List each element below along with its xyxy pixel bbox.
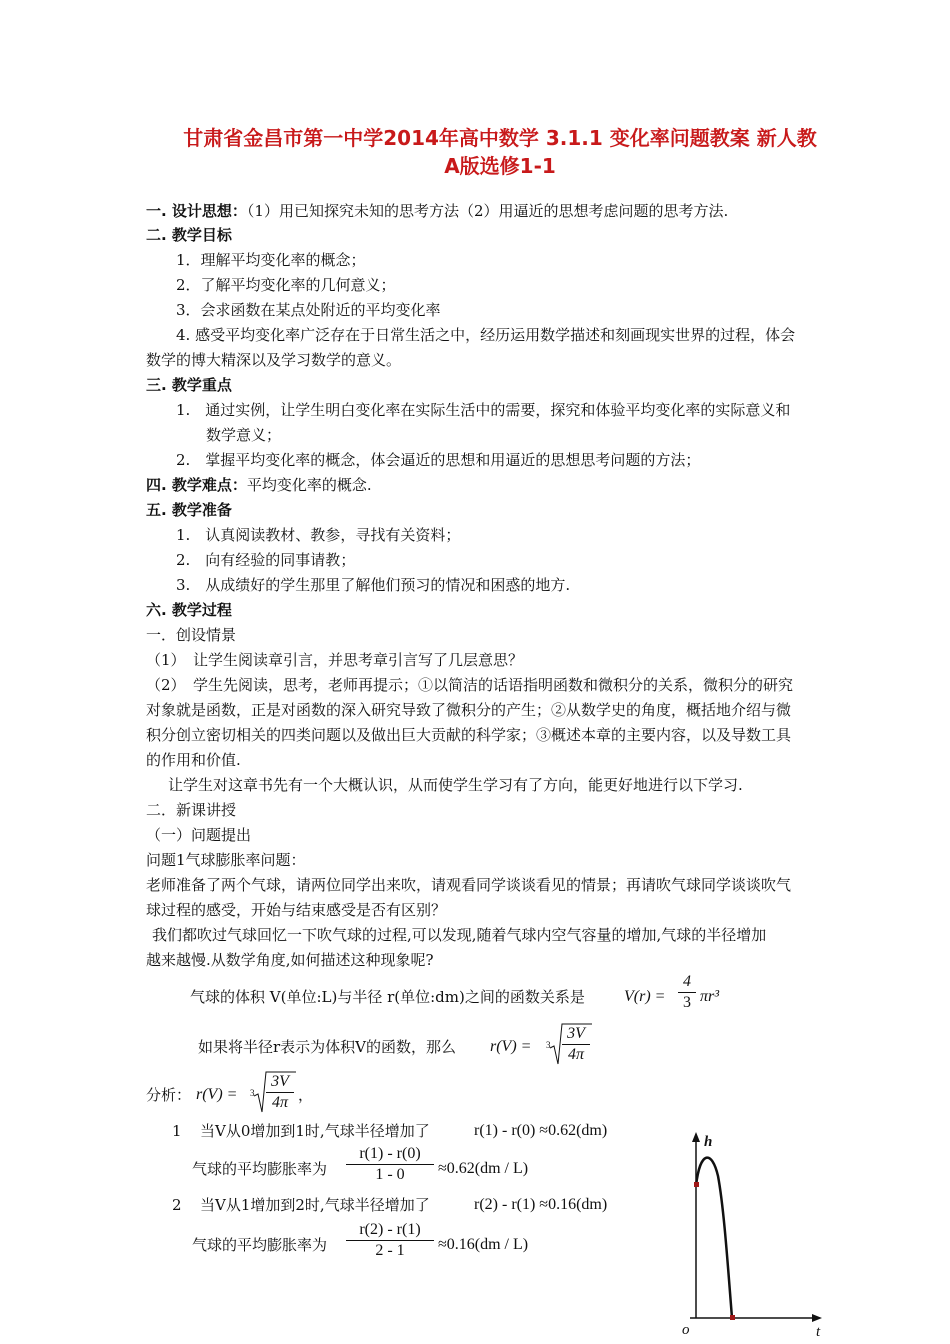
analysis-root-den: 4π — [271, 1094, 288, 1111]
rate1-value: ≈0.62(dm / L) — [438, 1160, 529, 1177]
step2-number: 2 — [172, 1196, 182, 1214]
section-design-text: （1）用已知探究未知的思考方法（2）用逼近的思想考虑问题的思考方法. — [246, 202, 729, 220]
root-index: 3 — [250, 1088, 255, 1098]
process-line: 积分创立密切相关的四类问题以及做出巨大贡献的科学家；③概述本章的主要内容，以及导数工具 — [146, 726, 792, 744]
section-difficulty-label: 四. 教学难点： — [146, 476, 247, 494]
process-line: （一）问题提出 — [146, 826, 252, 844]
process-line: （2） 学生先阅读，思考，老师再提示；①以简洁的话语指明函数和微积分的关系，微积分的研究 — [146, 676, 794, 694]
radius-formula-text: 如果将半径r表示为体积V的函数，那么 — [198, 1038, 457, 1056]
start-point-marker — [694, 1182, 699, 1187]
analysis-cube-root — [250, 1070, 296, 1116]
process-line: 的作用和价值. — [146, 751, 241, 769]
volume-fraction-num: 4 — [678, 972, 696, 993]
section-process-heading: 六. 教学过程 — [146, 601, 232, 619]
section-design-label: 一. 设计思想： — [146, 202, 247, 220]
radius-formula-lhs: r(V) = — [490, 1038, 532, 1055]
goal-item: 3．会求函数在某点处附近的平均变化率 — [176, 301, 441, 319]
prep-item: 2. 向有经验的同事请教； — [176, 551, 356, 569]
rate2-denominator: 2 - 1 — [375, 1242, 405, 1259]
analysis-label: 分析： — [146, 1086, 192, 1104]
volume-fraction — [678, 972, 696, 1013]
process-line: 一．创设情景 — [146, 626, 237, 644]
root-fraction-num: 3V — [562, 1024, 590, 1045]
rate1-numerator: r(1) - r(0) — [346, 1144, 434, 1165]
radius-cube-root — [546, 1022, 592, 1068]
origin-label: o — [682, 1322, 690, 1338]
goal-item: 2．了解平均变化率的几何意义； — [176, 276, 396, 294]
step1-text: 当V从0增加到1时,气球半径增加了 — [200, 1122, 430, 1140]
goal-item: 4. 感受平均变化率广泛存在于日常生活之中，经历运用数学描述和刻画现实世界的过程，体会 — [176, 326, 796, 344]
rate2-numerator: r(2) - r(1) — [346, 1220, 434, 1241]
analysis-tail: ， — [298, 1086, 314, 1104]
rate1-fraction — [346, 1144, 434, 1185]
end-point-marker — [730, 1315, 735, 1320]
root-fraction — [562, 1024, 590, 1065]
process-line: 对象就是函数，正是对函数的深入研究导致了微积分的产生；②从数学史的角度，概括地介绍与微 — [146, 701, 792, 719]
section-design — [146, 200, 728, 222]
volume-formula-tail: πr³ — [700, 988, 720, 1005]
rate2-value: ≈0.16(dm / L) — [438, 1236, 529, 1253]
analysis-lhs: r(V) = — [196, 1086, 238, 1103]
process-line: 我们都吹过气球回忆一下吹气球的过程,可以发现,随着气球内空气容量的增加,气球的半径增加 — [152, 926, 767, 944]
section-prep-heading: 五. 教学准备 — [146, 501, 232, 519]
x-axis-label: t — [816, 1324, 821, 1340]
goal-item: 1．理解平均变化率的概念； — [176, 251, 366, 269]
process-line: 问题1气球膨胀率问题： — [146, 851, 306, 869]
process-line: 越来越慢.从数学角度,如何描述这种现象呢? — [146, 951, 434, 969]
volume-formula-lhs: V(r) = — [624, 988, 666, 1005]
keypoint-item: 2. 掌握平均变化率的概念，体会逼近的思想和用逼近的思想思考问题的方法； — [176, 451, 701, 469]
prep-item: 1. 认真阅读教材、教参，寻找有关资料； — [176, 526, 461, 544]
title-line-1: 甘肃省金昌市第一中学2014年高中数学 3.1.1 变化率问题教案 新人教 — [183, 126, 817, 150]
process-line: 球过程的感受，开始与结束感受是否有区别？ — [146, 901, 447, 919]
process-line: 让学生对这章书先有一个大概认识，从而使学生学习有了方向，能更好地进行以下学习. — [168, 776, 743, 794]
rate2-text: 气球的平均膨胀率为 — [192, 1236, 328, 1254]
step2-expression: r(2) - r(1) ≈0.16(dm) — [474, 1196, 608, 1213]
process-line: 二．新课讲授 — [146, 801, 237, 819]
volume-fraction-den: 3 — [683, 994, 691, 1011]
section-difficulty — [146, 474, 372, 496]
y-axis-label: h — [704, 1134, 713, 1150]
keypoint-item-continued: 数学意义； — [206, 426, 282, 444]
section-keypoints-heading: 三. 教学重点 — [146, 376, 232, 394]
root-index: 3 — [546, 1040, 551, 1050]
step2-text: 当V从1增加到2时,气球半径增加了 — [200, 1196, 430, 1214]
section-difficulty-text: 平均变化率的概念. — [246, 476, 372, 494]
process-line: 老师准备了两个气球，请两位同学出来吹，请观看同学谈谈看见的情景；再请吹气球同学谈谈吹气 — [146, 876, 792, 894]
height-time-graph — [676, 1128, 836, 1340]
keypoint-item: 1. 通过实例，让学生明白变化率在实际生活中的需要，探究和体验平均变化率的实际意义和 — [176, 401, 791, 419]
step1-number: 1 — [172, 1122, 182, 1140]
prep-item: 3. 从成绩好的学生那里了解他们预习的情况和困惑的地方. — [176, 576, 571, 594]
root-fraction-den: 4π — [567, 1046, 584, 1063]
title-line-2: A版选修1-1 — [444, 154, 556, 178]
rate2-fraction — [346, 1220, 434, 1261]
y-axis-arrow-icon — [692, 1132, 700, 1142]
analysis-root-num: 3V — [266, 1072, 294, 1093]
height-curve — [696, 1158, 732, 1318]
volume-formula-text: 气球的体积 V(单位:L)与半径 r(单位:dm)之间的函数关系是 — [190, 988, 585, 1006]
rate1-text: 气球的平均膨胀率为 — [192, 1160, 328, 1178]
document-title — [120, 124, 880, 180]
process-line: （1） 让学生阅读章引言，并思考章引言写了几层意思？ — [146, 651, 524, 669]
analysis-root-fraction — [266, 1072, 294, 1113]
section-goals-heading: 二. 教学目标 — [146, 226, 232, 244]
x-axis-arrow-icon — [812, 1314, 822, 1322]
goal-item-continued: 数学的博大精深以及学习数学的意义。 — [146, 351, 402, 369]
step1-expression: r(1) - r(0) ≈0.62(dm) — [474, 1122, 608, 1139]
rate1-denominator: 1 - 0 — [375, 1166, 405, 1183]
